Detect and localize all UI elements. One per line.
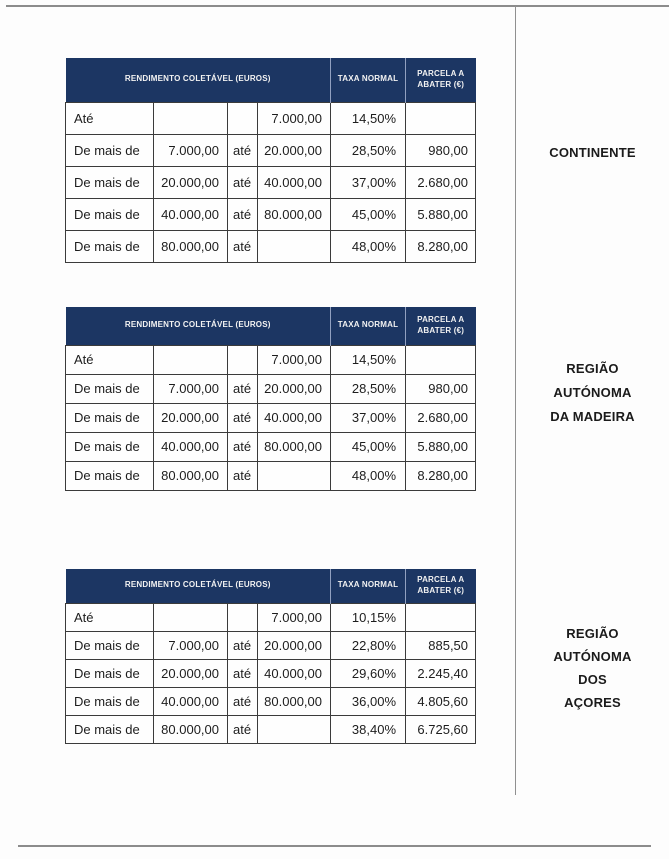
- cell-range-prefix: De mais de: [66, 403, 154, 432]
- cell-range-upper-limit: 20.000,00: [258, 631, 331, 659]
- cell-parcela-abater: 980,00: [406, 374, 476, 403]
- cell-range-ate: [228, 345, 258, 374]
- cell-range-ate: até: [228, 461, 258, 490]
- region-label-madeira: [516, 357, 669, 429]
- cell-range-prefix: Até: [66, 345, 154, 374]
- cell-parcela-abater: 2.680,00: [406, 166, 476, 198]
- region-label-line: DA MADEIRA: [550, 409, 635, 424]
- region-label-continente: [516, 145, 669, 161]
- cell-taxa-normal: 38,40%: [331, 715, 406, 743]
- cell-parcela-abater: 4.805,60: [406, 687, 476, 715]
- cell-range-ate: até: [228, 374, 258, 403]
- table-header-row: [66, 569, 476, 603]
- table-row: [66, 432, 476, 461]
- cell-range-prefix: De mais de: [66, 687, 154, 715]
- table-header-row: [66, 58, 476, 102]
- cell-range-ate: até: [228, 166, 258, 198]
- cell-range-lower-limit: 7.000,00: [154, 374, 228, 403]
- cell-parcela-abater: [406, 345, 476, 374]
- cell-range-upper-limit: 7.000,00: [258, 102, 331, 134]
- header-taxa-normal: TAXA NORMAL: [331, 569, 406, 603]
- cell-range-prefix: De mais de: [66, 659, 154, 687]
- region-label-line: AUTÓNOMA: [553, 385, 632, 400]
- region-label-acores: [516, 622, 669, 714]
- cell-range-prefix: De mais de: [66, 432, 154, 461]
- cell-taxa-normal: 14,50%: [331, 345, 406, 374]
- cell-range-lower-limit: [154, 603, 228, 631]
- region-label-line: REGIÃO: [566, 626, 619, 641]
- table-row: [66, 659, 476, 687]
- cell-range-ate: até: [228, 403, 258, 432]
- cell-range-upper-limit: 40.000,00: [258, 166, 331, 198]
- tax-table-madeira: [65, 307, 476, 491]
- cell-parcela-abater: 980,00: [406, 134, 476, 166]
- header-rendimento-coletavel: RENDIMENTO COLETÁVEL (EUROS): [66, 58, 331, 102]
- bottom-divider: [18, 845, 651, 847]
- cell-range-lower-limit: 80.000,00: [154, 230, 228, 262]
- region-label-line: AUTÓNOMA: [553, 649, 632, 664]
- cell-taxa-normal: 36,00%: [331, 687, 406, 715]
- cell-range-lower-limit: 40.000,00: [154, 432, 228, 461]
- cell-range-lower-limit: [154, 345, 228, 374]
- cell-range-upper-limit: 40.000,00: [258, 403, 331, 432]
- header-parcela-abater: PARCELA A ABATER (€): [406, 569, 476, 603]
- cell-range-prefix: De mais de: [66, 461, 154, 490]
- cell-range-prefix: De mais de: [66, 166, 154, 198]
- cell-parcela-abater: 8.280,00: [406, 461, 476, 490]
- tax-table-continente: [65, 58, 476, 263]
- table-row: [66, 102, 476, 134]
- cell-parcela-abater: 8.280,00: [406, 230, 476, 262]
- cell-range-ate: até: [228, 432, 258, 461]
- table-row: [66, 603, 476, 631]
- tax-table: [65, 569, 476, 744]
- cell-taxa-normal: 48,00%: [331, 461, 406, 490]
- cell-range-upper-limit: 80.000,00: [258, 198, 331, 230]
- tax-table: [65, 307, 476, 491]
- cell-parcela-abater: 5.880,00: [406, 432, 476, 461]
- table-row: [66, 687, 476, 715]
- table-row: [66, 166, 476, 198]
- header-parcela-abater: PARCELA A ABATER (€): [406, 58, 476, 102]
- cell-range-ate: até: [228, 715, 258, 743]
- tax-table-acores: [65, 569, 476, 744]
- cell-range-upper-limit: 80.000,00: [258, 687, 331, 715]
- cell-range-prefix: Até: [66, 102, 154, 134]
- table-row: [66, 345, 476, 374]
- cell-range-upper-limit: 20.000,00: [258, 134, 331, 166]
- cell-range-prefix: De mais de: [66, 631, 154, 659]
- cell-parcela-abater: 885,50: [406, 631, 476, 659]
- table-row: [66, 134, 476, 166]
- header-parcela-abater: PARCELA A ABATER (€): [406, 307, 476, 345]
- table-header-row: [66, 307, 476, 345]
- cell-range-lower-limit: 7.000,00: [154, 631, 228, 659]
- cell-parcela-abater: 2.245,40: [406, 659, 476, 687]
- cell-range-prefix: De mais de: [66, 134, 154, 166]
- cell-range-upper-limit: 7.000,00: [258, 345, 331, 374]
- cell-parcela-abater: 6.725,60: [406, 715, 476, 743]
- cell-range-lower-limit: 80.000,00: [154, 715, 228, 743]
- cell-range-lower-limit: 20.000,00: [154, 403, 228, 432]
- cell-range-upper-limit: 80.000,00: [258, 432, 331, 461]
- cell-taxa-normal: 22,80%: [331, 631, 406, 659]
- cell-range-upper-limit: [258, 461, 331, 490]
- cell-range-lower-limit: 80.000,00: [154, 461, 228, 490]
- cell-range-ate: até: [228, 230, 258, 262]
- table-row: [66, 631, 476, 659]
- cell-taxa-normal: 14,50%: [331, 102, 406, 134]
- cell-range-lower-limit: 20.000,00: [154, 166, 228, 198]
- cell-range-ate: [228, 102, 258, 134]
- table-row: [66, 198, 476, 230]
- region-label-line: AÇORES: [564, 695, 621, 710]
- region-label-line: REGIÃO: [566, 361, 619, 376]
- region-label-line: CONTINENTE: [549, 145, 636, 160]
- cell-range-prefix: De mais de: [66, 230, 154, 262]
- cell-range-prefix: De mais de: [66, 198, 154, 230]
- cell-range-ate: até: [228, 198, 258, 230]
- cell-range-ate: até: [228, 134, 258, 166]
- cell-range-ate: até: [228, 659, 258, 687]
- cell-taxa-normal: 10,15%: [331, 603, 406, 631]
- cell-range-prefix: De mais de: [66, 715, 154, 743]
- cell-range-ate: até: [228, 631, 258, 659]
- header-rendimento-coletavel: RENDIMENTO COLETÁVEL (EUROS): [66, 569, 331, 603]
- header-rendimento-coletavel: RENDIMENTO COLETÁVEL (EUROS): [66, 307, 331, 345]
- cell-range-upper-limit: 40.000,00: [258, 659, 331, 687]
- cell-range-lower-limit: 40.000,00: [154, 198, 228, 230]
- tax-table: [65, 58, 476, 263]
- cell-parcela-abater: [406, 603, 476, 631]
- cell-taxa-normal: 45,00%: [331, 198, 406, 230]
- table-row: [66, 461, 476, 490]
- cell-taxa-normal: 37,00%: [331, 403, 406, 432]
- cell-range-lower-limit: [154, 102, 228, 134]
- header-taxa-normal: TAXA NORMAL: [331, 307, 406, 345]
- table-row: [66, 374, 476, 403]
- cell-parcela-abater: 5.880,00: [406, 198, 476, 230]
- cell-range-upper-limit: 7.000,00: [258, 603, 331, 631]
- table-row: [66, 230, 476, 262]
- cell-range-upper-limit: [258, 715, 331, 743]
- cell-taxa-normal: 28,50%: [331, 374, 406, 403]
- cell-range-lower-limit: 7.000,00: [154, 134, 228, 166]
- header-taxa-normal: TAXA NORMAL: [331, 58, 406, 102]
- cell-taxa-normal: 37,00%: [331, 166, 406, 198]
- table-row: [66, 403, 476, 432]
- cell-taxa-normal: 29,60%: [331, 659, 406, 687]
- cell-range-prefix: De mais de: [66, 374, 154, 403]
- cell-taxa-normal: 28,50%: [331, 134, 406, 166]
- cell-range-upper-limit: [258, 230, 331, 262]
- cell-parcela-abater: [406, 102, 476, 134]
- region-label-line: DOS: [578, 672, 607, 687]
- top-divider: [6, 5, 669, 7]
- cell-parcela-abater: 2.680,00: [406, 403, 476, 432]
- cell-range-lower-limit: 40.000,00: [154, 687, 228, 715]
- cell-taxa-normal: 45,00%: [331, 432, 406, 461]
- cell-range-ate: até: [228, 687, 258, 715]
- cell-range-ate: [228, 603, 258, 631]
- cell-range-lower-limit: 20.000,00: [154, 659, 228, 687]
- cell-taxa-normal: 48,00%: [331, 230, 406, 262]
- cell-range-prefix: Até: [66, 603, 154, 631]
- table-row: [66, 715, 476, 743]
- cell-range-upper-limit: 20.000,00: [258, 374, 331, 403]
